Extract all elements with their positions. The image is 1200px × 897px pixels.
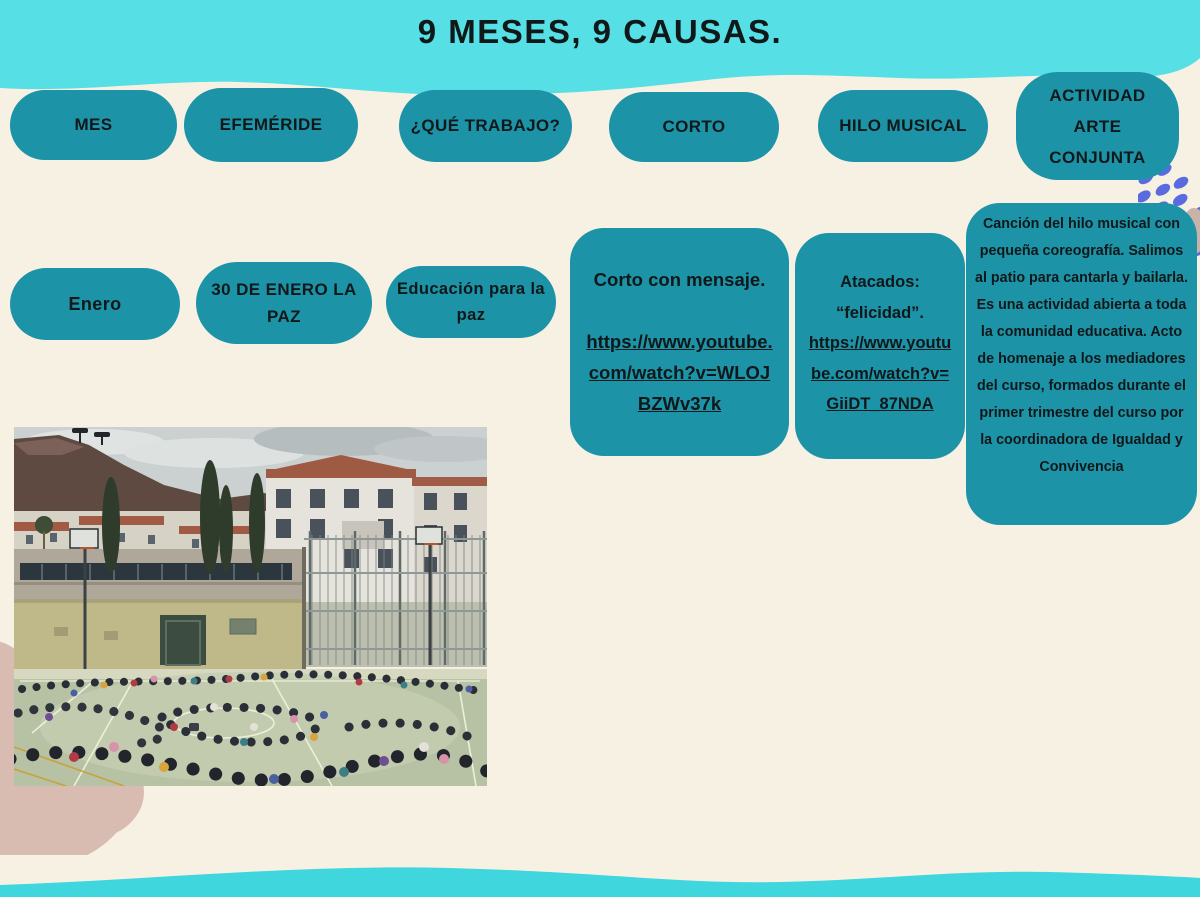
cell-corto	[570, 228, 789, 456]
bottom-wave	[0, 852, 1200, 897]
photo-schoolyard-circle-dance	[14, 427, 487, 786]
column-header-hilo-musical: HILO MUSICAL	[818, 90, 988, 162]
column-header-que-trabajo: ¿QUÉ TRABAJO?	[399, 90, 572, 162]
column-header-efemeride: EFEMÉRIDE	[184, 88, 358, 162]
column-header-actividad-arte-conjunta: ACTIVIDAD ARTE CONJUNTA	[1016, 72, 1179, 180]
corto-text: Corto con mensaje.	[593, 269, 766, 290]
cell-efemeride: 30 DE ENERO LA PAZ	[196, 262, 372, 344]
corto-youtube-link[interactable]: https://www.youtube.com/watch?v=WLOJBZWv37k	[586, 331, 773, 414]
hilo-youtube-link[interactable]: https://www.youtube.com/watch?v=GiiDT_87NDA	[808, 334, 952, 413]
hilo-text: Atacados: “felicidad”.	[835, 273, 925, 322]
cell-actividad-arte-conjunta	[966, 203, 1197, 525]
actividad-text: Canción del hilo musical con pequeña coreografía. Salimos al patio para cantarla y bailarla. Es una actividad abierta a toda la comunidad educativa. Acto de homenaje a los mediadores del curso, formados durante el primer trimestre del curso por la coordinadora de Igualdad y Convivencia	[975, 216, 1188, 475]
column-header-corto: CORTO	[609, 92, 779, 162]
cell-hilo-musical	[795, 233, 965, 459]
cell-mes: Enero	[10, 268, 180, 340]
page-title: 9 MESES, 9 CAUSAS.	[417, 13, 783, 50]
cell-que-trabajo: Educación para la paz	[386, 266, 556, 338]
column-header-mes: MES	[10, 90, 177, 160]
